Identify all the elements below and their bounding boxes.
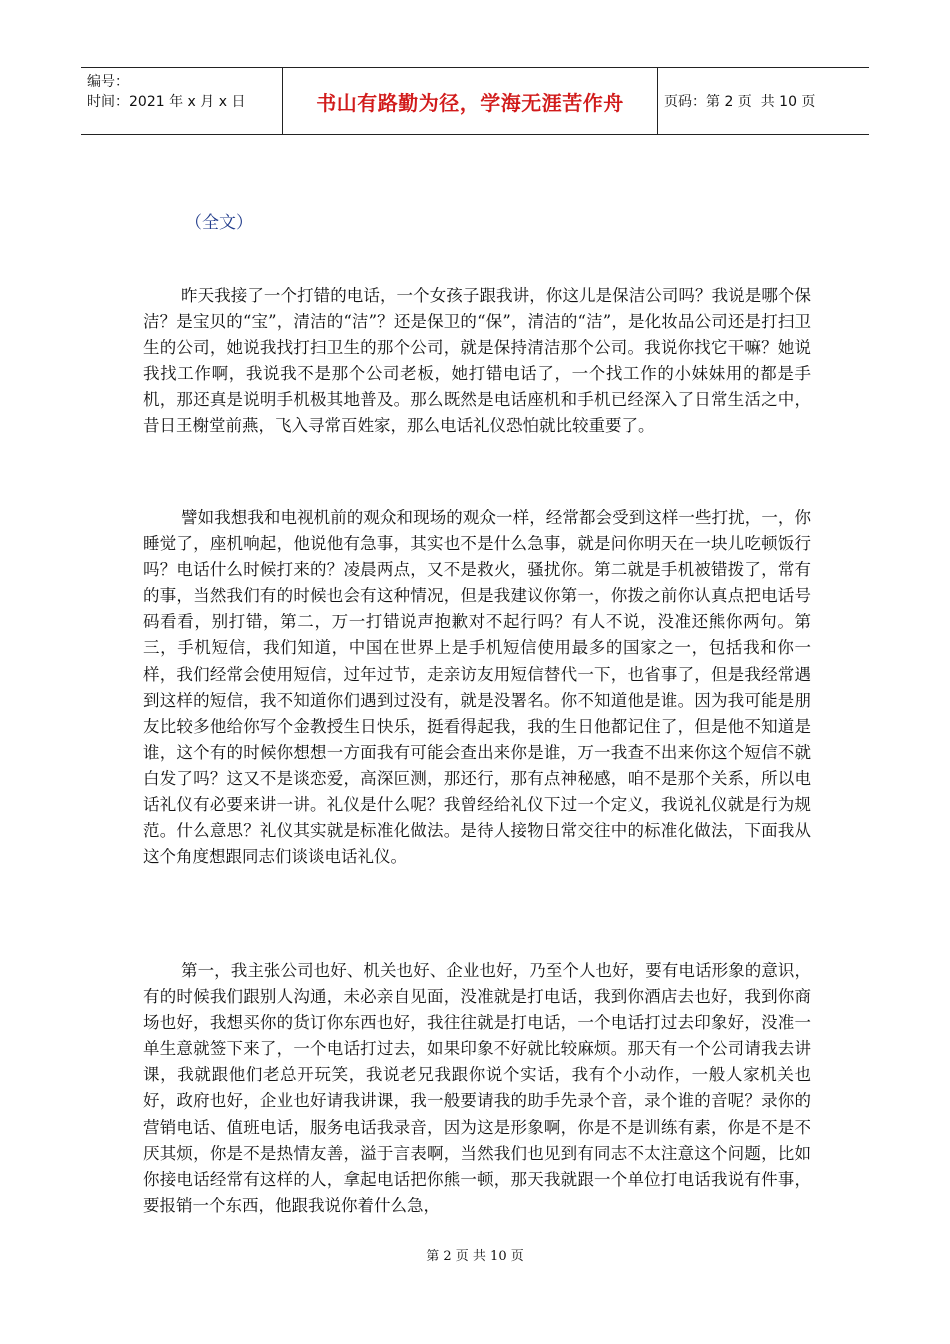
paragraph-1: 昨天我接了一个打错的电话，一个女孩子跟我讲，你这儿是保洁公司吗？我说是哪个保洁？是宝贝的“宝”，清洁的“洁”？还是保卫的“保”，清洁的“洁”，是化妆品公司还是打扫卫生的公司，她说我找打扫卫生的那个公司，就是保持清洁那个公司。我说你找它干嘛？她说我找工作啊，我说我不是那个公司老板，她打错电话了，一个找工作的小妹妹用的都是手机，那还真是说明手机极其地普及。那么既然是电话座机和手机已经深入了日常生活之中，昔日王榭堂前燕，飞入寻常百姓家，那么电话礼仪恐怕就比较重要了。: [143, 286, 811, 436]
header-meta: [81, 68, 283, 134]
page-header: [81, 67, 869, 135]
time-label: 时间：2021 年 x 月 x 日: [87, 94, 246, 110]
header-motto: 书山有路勤为径，学海无涯苦作舟: [283, 68, 658, 134]
paragraph-3: 第一，我主张公司也好、机关也好、企业也好，乃至个人也好，要有电话形象的意识，有的时候我们跟别人沟通，未必亲自见面，没准就是打电话，我到你酒店去也好，我到你商场也好，我想买你的货订你东西也好，我往往就是打电话，一个电话打过去印象好，没准一单生意就签下来了，一个电话打过去，如果印象不好就比较麻烦。那天有一个公司请我去讲课，我就跟他们老总开玩笑，我说老兄我跟你说个实话，我有个小动作，一般人家机关也好，政府也好，企业也好请我讲课，我一般要请我的助手先录个音，录个谁的音呢？录你的营销电话、值班电话，服务电话我录音，因为这是形象啊，你是不是训练有素，你是不是不厌其烦，你是不是热情友善，溢于言表啊，当然我们也见到有同志不太注意这个问题，比如你接电话经常有这样的人，拿起电话把你熊一顿，那天我就跟一个单位打电话我说有件事，要报销一个东西，他跟我说你着什么急，: [143, 961, 811, 1215]
page-info-text: 页码：第 2 页 共 10 页: [664, 94, 816, 110]
paragraph-2: 譬如我想我和电视机前的观众和现场的观众一样，经常都会受到这样一些打扰，一，你睡觉了，座机响起，他说他有急事，其实也不是什么急事，就是问你明天在一块儿吃顿饭行吗？电话什么时候打来的？凌晨两点，又不是救火，骚扰你。第二就是手机被错拨了，常有的事，当然我们有的时候也会有这种情况，但是我建议你第一，你拨之前你认真点把电话号码看看，别打错，第二，万一打错说声抱歉对不起行吗？有人不说，没准还熊你两句。第三，手机短信，我们知道，中国在世界上是手机短信使用最多的国家之一，包括我和你一样，我们经常会使用短信，过年过节，走亲访友用短信替代一下，也省事了，但是我经常遇到这样的短信，我不知道你们遇到过没有，就是没署名。你不知道他是谁。因为我可能是朋友比较多他给你写个金教授生日快乐，挺看得起我，我的生日他都记住了，但是他不知道是谁，这个有的时候你想想一方面我有可能会查出来你是谁，万一我查不出来你这个短信不就白发了吗？这又不是谈恋爱，高深叵测，那还行，那有点神秘感，咱不是那个关系，所以电话礼仪有必要来讲一讲。礼仪是什么呢？我曾经给礼仪下过一个定义，我说礼仪就是行为规范。什么意思？礼仪其实就是标准化做法。是待人接物日常交往中的标准化做法，下面我从这个角度想跟同志们谈谈电话礼仪。: [143, 508, 811, 867]
number-label: 编号：: [87, 74, 129, 90]
section-title: （全文）: [185, 213, 253, 233]
header-page-info: [658, 68, 869, 134]
page-footer: 第 2 页 共 10 页: [426, 1249, 524, 1264]
